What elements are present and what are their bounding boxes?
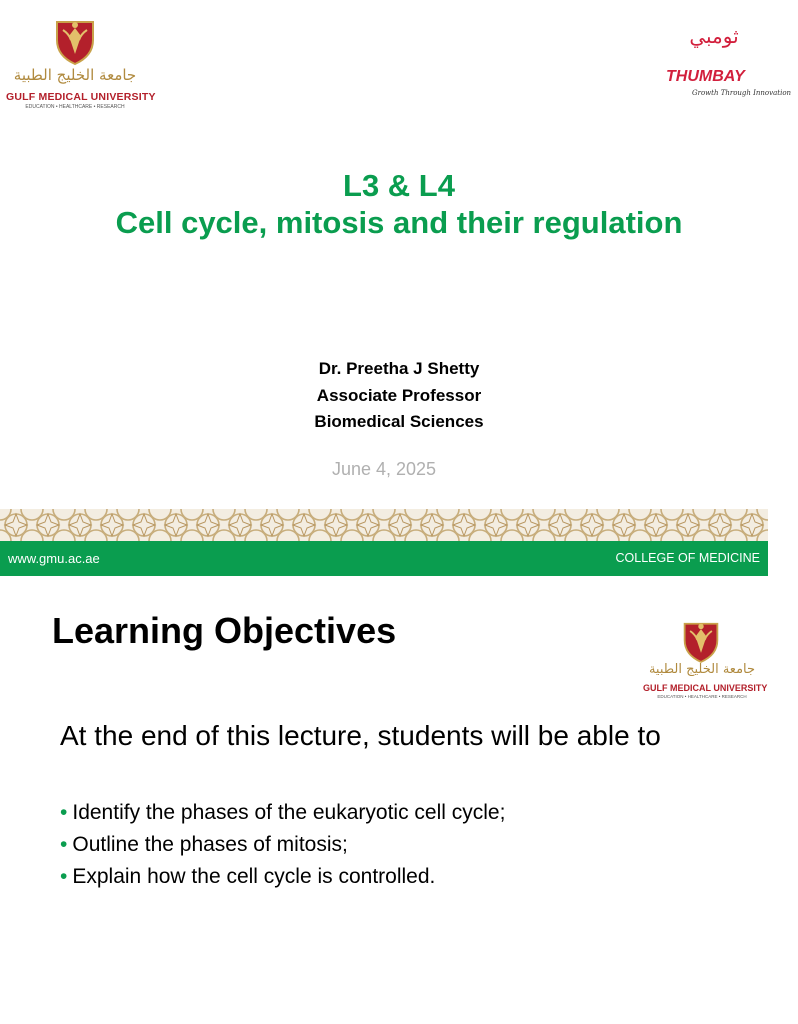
bullet-icon: • (60, 833, 68, 856)
presentation-date: June 4, 2025 (331, 459, 437, 479)
lecture-number: L3 & L4 (343, 168, 455, 203)
gmu-name: GULF MEDICAL UNIVERSITY (6, 91, 156, 103)
bullet-icon: • (60, 865, 68, 888)
thumbay-tagline: Growth Through Innovation (692, 89, 792, 97)
gmu-name: GULF MEDICAL UNIVERSITY (643, 683, 768, 693)
gmu-logo (6, 16, 156, 112)
objectives-intro: At the end of this lecture, students will be able to (60, 720, 661, 751)
presenter-department: Biomedical Sciences (314, 412, 484, 431)
decorative-pattern-band (0, 509, 768, 541)
thumbay-name: THUMBAY (666, 68, 745, 85)
lecture-title: Cell cycle, mitosis and their regulation (115, 205, 683, 240)
gmu-arabic-name: جامعة الخليج الطبية (13, 66, 137, 84)
footer-bar (0, 541, 768, 576)
gmu-tagline: EDUCATION • HEALTHCARE • RESEARCH (25, 104, 125, 110)
website-link[interactable]: www.gmu.ac.ae (8, 551, 100, 566)
gmu-arabic-name: جامعة الخليج الطبية (648, 662, 756, 677)
gmu-logo-small (643, 618, 768, 700)
gmu-tagline: EDUCATION • HEALTHCARE • RESEARCH (657, 694, 747, 699)
objective-item (60, 865, 435, 889)
objective-text: Outline the phases of mitosis; (72, 833, 348, 856)
presenter-role: Associate Professor (316, 386, 482, 405)
objective-item (60, 833, 348, 857)
college-name: COLLEGE OF MEDICINE (615, 551, 760, 565)
objectives-slide (0, 576, 768, 1024)
presenter-name: Dr. Preetha J Shetty (318, 359, 480, 378)
objective-text: Explain how the cell cycle is controlled. (72, 865, 436, 888)
thumbay-arabic-name: ثومبي (689, 24, 739, 48)
objective-item (60, 801, 505, 825)
objective-text: Identify the phases of the eukaryotic cell cycle; (72, 801, 506, 824)
thumbay-logo (664, 24, 792, 100)
bullet-icon: • (60, 801, 68, 824)
slide-title: Learning Objectives (52, 610, 397, 651)
gmu-crest-icon (53, 16, 97, 66)
gmu-crest-icon (681, 618, 721, 664)
